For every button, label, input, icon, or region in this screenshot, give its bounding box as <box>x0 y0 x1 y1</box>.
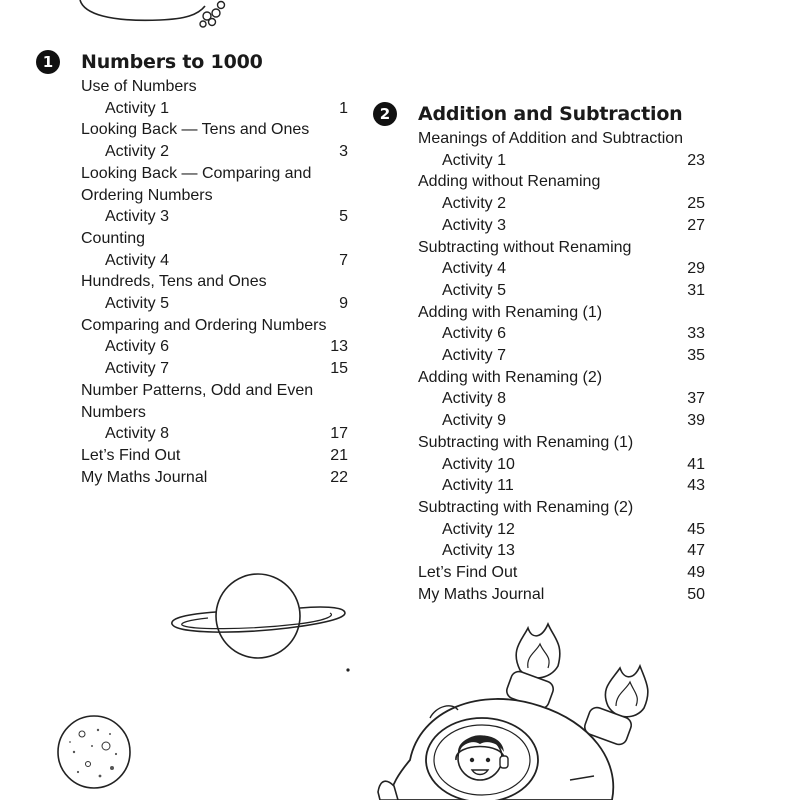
toc-topic-entry[interactable] <box>418 128 705 150</box>
toc-activity-entry[interactable] <box>418 150 705 172</box>
toc-topic-entry[interactable] <box>418 171 705 193</box>
rocket-kid-icon <box>350 610 670 800</box>
toc-page-number: 1 <box>339 99 348 117</box>
toc-entry-label: Activity 8 <box>105 425 170 443</box>
toc-entry-label: Ordering Numbers <box>81 186 213 204</box>
toc-entry-label: Looking Back — Comparing and <box>81 164 312 182</box>
toc-entry-label: Adding with Renaming (2) <box>418 368 603 386</box>
toc-entry-label: Adding without Renaming <box>418 173 601 191</box>
toc-entry-label: Activity 2 <box>442 195 507 213</box>
toc-entry-label: Activity 5 <box>105 295 170 313</box>
toc-topic-entry[interactable] <box>418 432 705 454</box>
toc-entry-label: Subtracting with Renaming (1) <box>418 433 634 451</box>
toc-page-number: 37 <box>687 390 705 408</box>
toc-activity-entry[interactable] <box>418 215 705 237</box>
toc-entry-label: Use of Numbers <box>81 78 197 95</box>
toc-entry-label: Activity 5 <box>442 281 507 299</box>
toc-entry-label: Hundreds, Tens and Ones <box>81 273 267 291</box>
toc-activity-entry[interactable] <box>81 358 348 380</box>
toc-topic-entry[interactable] <box>81 119 348 141</box>
toc-page-number: 7 <box>339 251 348 269</box>
toc-entry-label: Activity 6 <box>442 325 507 343</box>
toc-activity-entry[interactable] <box>418 388 705 410</box>
toc-topic-entry[interactable] <box>81 380 348 402</box>
toc-entry-label: Activity 6 <box>105 338 170 356</box>
toc-topic-entry[interactable] <box>418 497 705 519</box>
toc-topic-entry[interactable] <box>81 163 348 185</box>
toc-activity-entry[interactable] <box>418 519 705 541</box>
toc-page-number: 50 <box>687 585 705 603</box>
toc-entry-label: Activity 7 <box>442 347 507 365</box>
toc-page-number: 27 <box>687 216 705 234</box>
toc-topic-entry[interactable] <box>81 315 348 337</box>
toc-entry-label: Activity 3 <box>442 216 507 234</box>
toc-topic-entry[interactable] <box>81 445 348 467</box>
toc-topic-entry[interactable] <box>81 402 348 424</box>
chapter-number-badge: 2 <box>373 102 397 126</box>
moon-icon <box>54 712 134 792</box>
toc-activity-entry[interactable] <box>81 336 348 358</box>
toc-topic-entry[interactable] <box>418 302 705 324</box>
toc-page-number: 33 <box>687 325 705 343</box>
chapter-2-section <box>373 102 705 605</box>
toc-page-number: 22 <box>330 468 348 486</box>
toc-entry-label: Looking Back — Tens and Ones <box>81 121 310 139</box>
toc-page-number: 45 <box>687 520 705 538</box>
chapter-number-badge: 1 <box>36 50 60 74</box>
toc-page-number: 25 <box>687 195 705 213</box>
ringed-planet-icon <box>168 568 348 664</box>
toc-topic-entry[interactable] <box>418 562 705 584</box>
toc-activity-entry[interactable] <box>418 345 705 367</box>
toc-entry-label: Activity 10 <box>442 455 515 473</box>
chapter-heading <box>36 50 348 74</box>
toc-page-number: 15 <box>330 360 348 378</box>
toc-page-number: 13 <box>330 338 348 356</box>
toc-entry-label: Activity 11 <box>442 477 514 495</box>
toc-page-number: 43 <box>687 477 705 495</box>
toc-list <box>81 76 348 488</box>
toc-activity-entry[interactable] <box>418 410 705 432</box>
toc-topic-entry[interactable] <box>81 76 348 98</box>
toc-page-number: 31 <box>687 281 705 299</box>
toc-topic-entry[interactable] <box>81 228 348 250</box>
toc-page-number: 23 <box>687 151 705 169</box>
toc-entry-label: Meanings of Addition and Subtraction <box>418 130 684 147</box>
toc-activity-entry[interactable] <box>81 141 348 163</box>
toc-activity-entry[interactable] <box>418 193 705 215</box>
toc-entry-label: Counting <box>81 229 146 247</box>
toc-topic-entry[interactable] <box>81 467 348 489</box>
toc-activity-entry[interactable] <box>418 280 705 302</box>
chapter-1-section <box>36 50 348 488</box>
toc-activity-entry[interactable] <box>81 206 348 228</box>
toc-page-number: 21 <box>330 446 348 464</box>
toc-topic-entry[interactable] <box>418 237 705 259</box>
toc-activity-entry[interactable] <box>81 250 348 272</box>
toc-topic-entry[interactable] <box>418 584 705 606</box>
toc-entry-label: Activity 4 <box>105 251 170 269</box>
chapter-title[interactable]: Numbers to 1000 <box>81 51 263 73</box>
toc-entry-label: Activity 2 <box>105 143 170 161</box>
toc-entry-label: Activity 3 <box>105 208 170 226</box>
toc-entry-label: Adding with Renaming (1) <box>418 303 603 321</box>
toc-entry-label: My Maths Journal <box>81 468 208 486</box>
toc-page-number: 5 <box>339 208 348 226</box>
footprint-doodle-icon <box>70 0 240 30</box>
toc-topic-entry[interactable] <box>81 271 348 293</box>
toc-entry-label: Subtracting with Renaming (2) <box>418 498 634 516</box>
toc-entry-label: Let’s Find Out <box>81 446 181 464</box>
toc-entry-label: Activity 4 <box>442 260 507 278</box>
toc-entry-label: Numbers <box>81 403 146 421</box>
toc-entry-label: My Maths Journal <box>418 585 545 603</box>
toc-entry-label: Comparing and Ordering Numbers <box>81 316 327 334</box>
toc-page-number: 35 <box>687 347 705 365</box>
toc-entry-label: Number Patterns, Odd and Even <box>81 381 314 399</box>
toc-page-number: 49 <box>687 564 705 582</box>
toc-entry-label: Let’s Find Out <box>418 564 518 582</box>
toc-entry-label: Activity 1 <box>105 99 170 117</box>
toc-page-number: 9 <box>339 295 348 313</box>
toc-topic-entry[interactable] <box>418 367 705 389</box>
toc-entry-label: Activity 12 <box>442 520 515 538</box>
toc-entry-label: Activity 1 <box>442 151 507 169</box>
toc-page-number: 47 <box>687 542 705 560</box>
toc-list <box>418 128 705 605</box>
toc-page-number: 41 <box>687 455 705 473</box>
toc-activity-entry[interactable] <box>81 423 348 445</box>
toc-entry-label: Activity 9 <box>442 412 507 430</box>
toc-page-number: 29 <box>687 260 705 278</box>
toc-activity-entry[interactable] <box>418 475 705 497</box>
chapter-heading <box>373 102 705 126</box>
toc-page-number: 3 <box>339 143 348 161</box>
toc-topic-entry[interactable] <box>81 185 348 207</box>
chapter-title[interactable]: Addition and Subtraction <box>418 103 683 125</box>
toc-activity-entry[interactable] <box>418 323 705 345</box>
toc-entry-label: Activity 13 <box>442 542 515 560</box>
toc-activity-entry[interactable] <box>81 293 348 315</box>
toc-entry-label: Subtracting without Renaming <box>418 238 632 256</box>
toc-entry-label: Activity 8 <box>442 390 507 408</box>
toc-entry-label: Activity 7 <box>105 360 170 378</box>
toc-page-number: 39 <box>687 412 705 430</box>
toc-activity-entry[interactable] <box>418 258 705 280</box>
toc-activity-entry[interactable] <box>81 98 348 120</box>
toc-activity-entry[interactable] <box>418 454 705 476</box>
toc-page-number: 17 <box>330 425 348 443</box>
toc-activity-entry[interactable] <box>418 540 705 562</box>
